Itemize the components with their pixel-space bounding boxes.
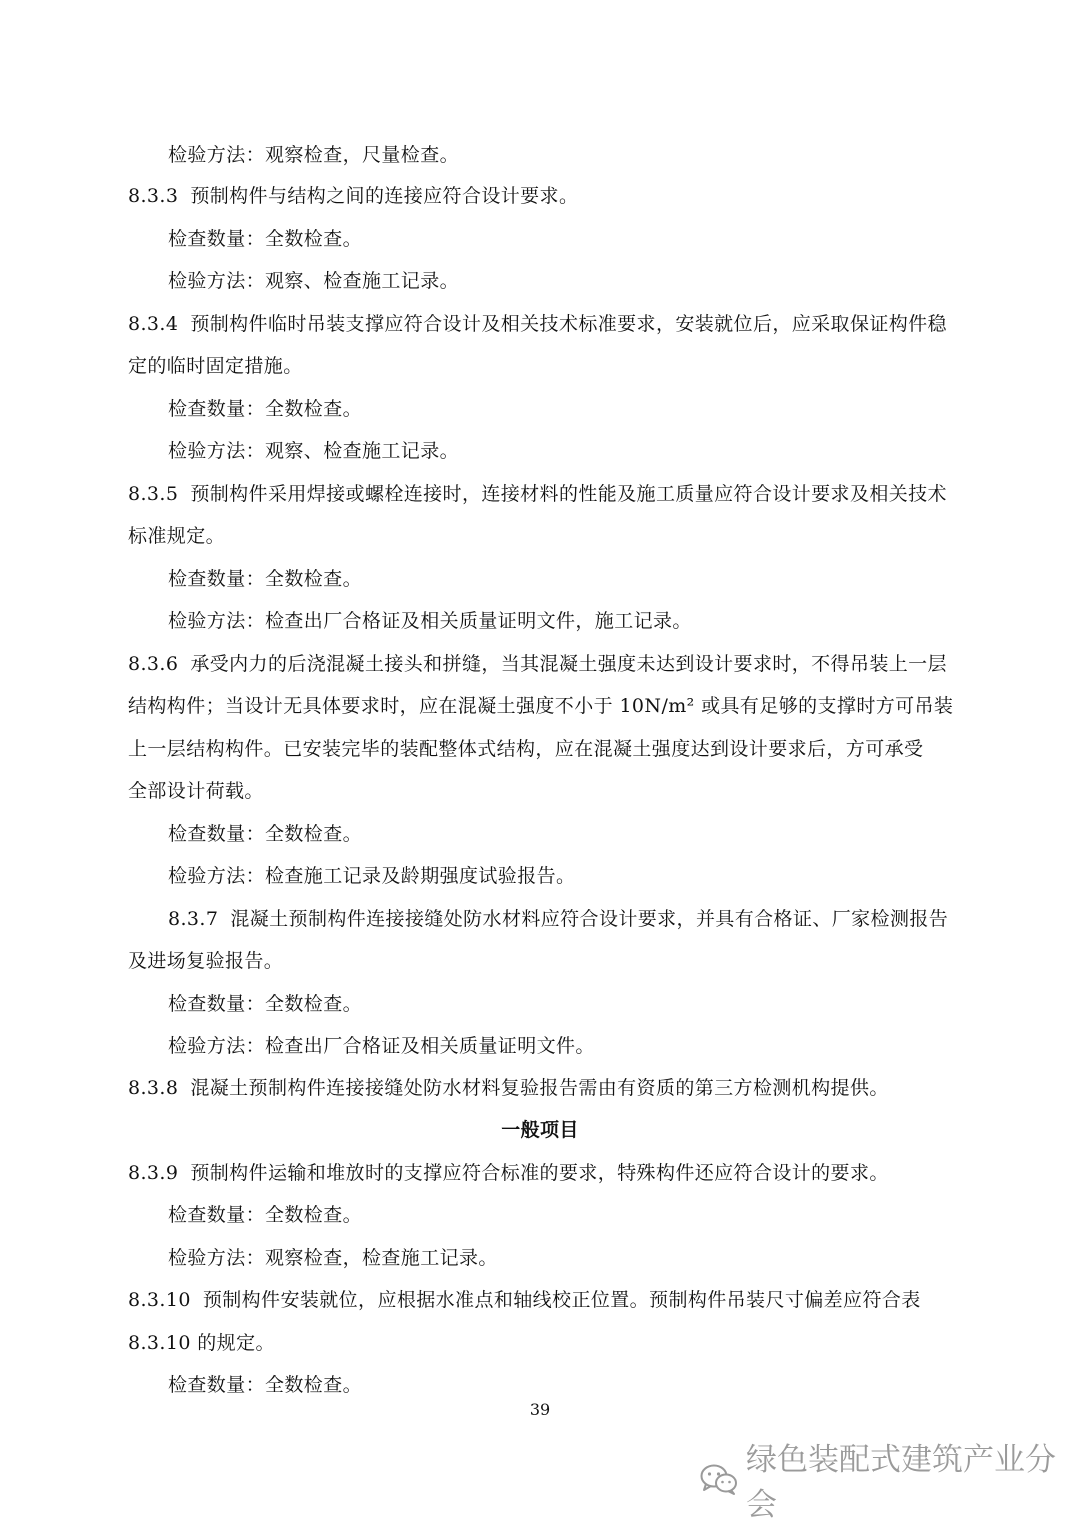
clause-number: 8.3.8 — [128, 1077, 179, 1099]
line-text: 及进场复验报告。 — [128, 950, 284, 972]
clause-number: 8.3.4 — [128, 313, 179, 335]
line-text: 检验方法：观察、检查施工记录。 — [168, 270, 460, 292]
line-text: 混凝土预制构件连接接缝处防水材料复验报告需由有资质的第三方检测机构提供。 — [190, 1077, 889, 1099]
line-text: 上一层结构构件。已安装完毕的装配整体式结构，应在混凝土强度达到设计要求后，方可承受 — [128, 738, 924, 760]
line-text: 检验方法：检查出厂合格证及相关质量证明文件，施工记录。 — [168, 610, 692, 632]
check-item-line — [168, 906, 948, 932]
continuation-line — [128, 693, 953, 719]
clause-line — [128, 481, 947, 507]
line-text: 标准规定。 — [128, 525, 226, 547]
line-text: 检查数量：全数检查。 — [168, 1374, 363, 1396]
check-item-line — [168, 608, 692, 634]
check-item-line — [168, 1372, 362, 1398]
check-item-line — [168, 863, 575, 889]
line-text: 结构构件；当设计无具体要求时，应在混凝土强度不小于 10N/m² 或具有足够的支撑时方可吊装 — [128, 695, 954, 717]
line-text: 预制构件临时吊装支撑应符合设计及相关技术标准要求，安装就位后，应采取保证构件稳 — [190, 313, 947, 335]
line-text: 检验方法：检查施工记录及龄期强度试验报告。 — [168, 865, 576, 887]
line-text: 检验方法：观察、检查施工记录。 — [168, 440, 460, 462]
line-text: 检查数量：全数检查。 — [168, 993, 363, 1015]
check-item-line — [168, 1202, 362, 1228]
continuation-line — [128, 353, 303, 379]
check-item-line — [168, 142, 459, 168]
line-text: 8.3.10 的规定。 — [128, 1332, 275, 1354]
clause-number: 8.3.5 — [128, 483, 179, 505]
line-text: 预制构件与结构之间的连接应符合设计要求。 — [190, 185, 579, 207]
continuation-line — [128, 948, 283, 974]
continuation-line — [128, 778, 264, 804]
check-item-line — [168, 268, 459, 294]
check-item-line — [168, 821, 362, 847]
line-text: 混凝土预制构件连接接缝处防水材料应符合设计要求，并具有合格证、厂家检测报告 — [230, 908, 949, 930]
check-item-line — [168, 396, 362, 422]
line-text: 检查数量：全数检查。 — [168, 398, 363, 420]
check-item-line — [168, 1245, 498, 1271]
clause-line — [128, 651, 947, 677]
clause-number: 8.3.7 — [168, 908, 219, 930]
continuation-line — [128, 1330, 275, 1356]
check-item-line — [168, 991, 362, 1017]
clause-line — [128, 183, 578, 209]
line-text: 承受内力的后浇混凝土接头和拼缝，当其混凝土强度未达到设计要求时，不得吊装上一层 — [190, 653, 947, 675]
clause-line — [128, 311, 947, 337]
page-number: 39 — [529, 1400, 551, 1419]
check-item-line — [168, 226, 362, 252]
clause-line — [128, 1075, 889, 1101]
clause-number: 8.3.9 — [128, 1162, 179, 1184]
line-text: 检查数量：全数检查。 — [168, 1204, 363, 1226]
continuation-line — [128, 523, 225, 549]
watermark-text: 绿色装配式建筑产业分会 — [746, 1442, 1056, 1523]
watermark — [700, 1442, 1080, 1523]
clause-line — [128, 1287, 921, 1313]
line-text: 预制构件采用焊接或螺栓连接时，连接材料的性能及施工质量应符合设计要求及相关技术 — [190, 483, 947, 505]
line-text: 一般项目 — [501, 1119, 579, 1141]
line-text: 检查数量：全数检查。 — [168, 568, 363, 590]
clause-number: 8.3.6 — [128, 653, 179, 675]
line-text: 检验方法：观察检查，尺量检查。 — [168, 144, 460, 166]
line-text: 检验方法：检查出厂合格证及相关质量证明文件。 — [168, 1035, 595, 1057]
line-text: 检查数量：全数检查。 — [168, 228, 363, 250]
clause-number: 8.3.10 — [128, 1289, 191, 1311]
line-text: 预制构件运输和堆放时的支撑应符合标准的要求，特殊构件还应符合设计的要求。 — [190, 1162, 889, 1184]
check-item-line — [168, 438, 459, 464]
check-item-line — [168, 1033, 595, 1059]
section-heading — [0, 1117, 1080, 1143]
line-text: 检验方法：观察检查，检查施工记录。 — [168, 1247, 498, 1269]
line-text: 定的临时固定措施。 — [128, 355, 303, 377]
line-text: 检查数量：全数检查。 — [168, 823, 363, 845]
clause-number: 8.3.3 — [128, 185, 179, 207]
line-text: 预制构件安装就位，应根据水准点和轴线校正位置。预制构件吊装尺寸偏差应符合表 — [202, 1289, 921, 1311]
check-item-line — [168, 566, 362, 592]
clause-line — [128, 1160, 889, 1186]
continuation-line — [128, 736, 923, 762]
line-text: 全部设计荷载。 — [128, 780, 264, 802]
wechat-icon — [700, 1463, 738, 1495]
